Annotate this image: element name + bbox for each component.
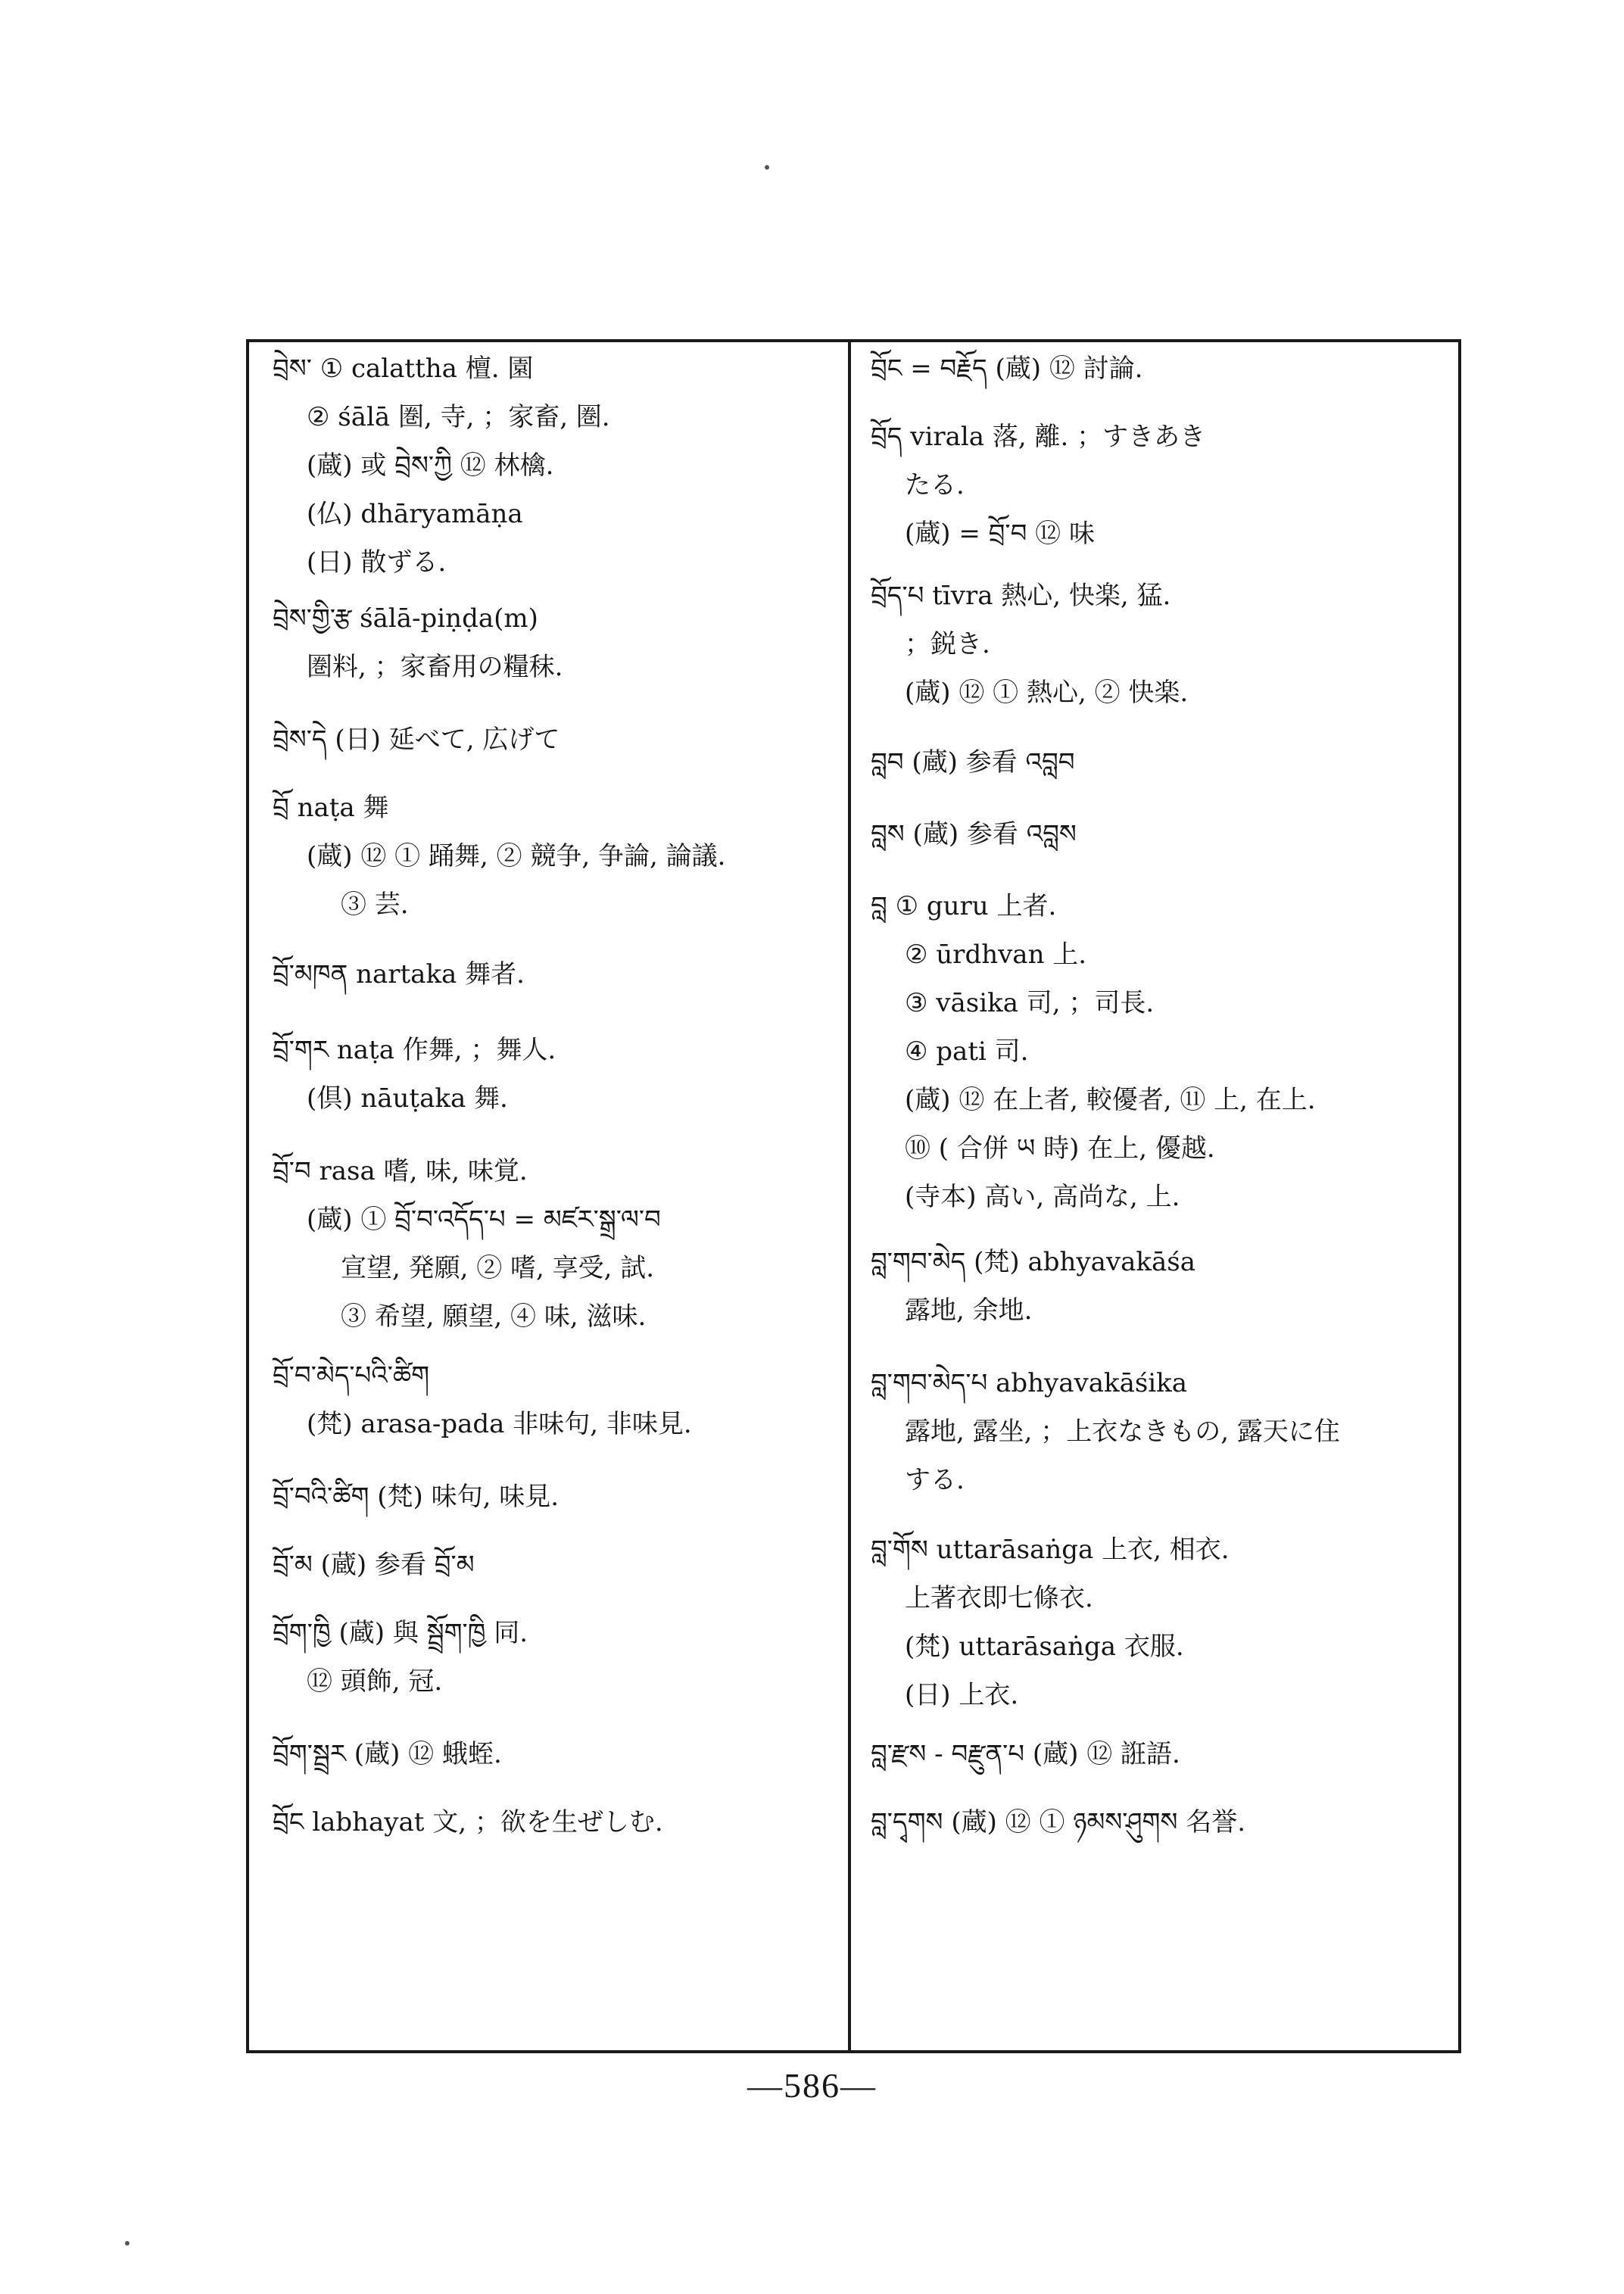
scan-speck — [765, 165, 769, 170]
entry-headword-line: བྲོ་བ་མེད་པའི་ཚིག — [273, 1361, 430, 1391]
entry-headword-line: བྲོང = བརྗོད (蔵) ⑫ 討論. — [871, 354, 1143, 384]
dictionary-entry — [273, 1541, 833, 1589]
dictionary-entry — [871, 738, 1446, 787]
entry-line: (仏) dhāryamāṇa — [307, 499, 523, 529]
dictionary-entry — [273, 1798, 833, 1847]
entry-headword-line: བྲོ་བ rasa 嗜, 味, 味覚. — [273, 1156, 528, 1186]
dictionary-entry — [871, 572, 1446, 717]
entry-line: (蔵) ⑫ ① 踊舞, ② 競争, 争論, 論議. — [307, 841, 726, 871]
dictionary-entry — [273, 1026, 833, 1123]
entry-headword-line: བླ་གབ་མེད (梵) abhyavakāśa — [871, 1247, 1195, 1277]
dictionary-entry — [273, 1147, 833, 1341]
entry-headword-line: བྲོ་མ (蔵) 参看 བྲོ་མ — [273, 1550, 475, 1580]
dictionary-entry — [273, 784, 833, 929]
entry-headword-line: བྲོ་བའི་ཚིག (梵) 味句, 味見. — [273, 1482, 559, 1512]
dictionary-entry — [273, 1730, 833, 1778]
dictionary-entry — [871, 1359, 1446, 1504]
entry-headword-line: བླབ (蔵) 参看 འབླབ — [871, 747, 1075, 778]
dictionary-entry — [273, 1609, 833, 1706]
entry-headword-line: བླས (蔵) 参看 འབླས — [871, 819, 1077, 849]
dictionary-entry — [273, 1351, 833, 1448]
dictionary-entry — [871, 1798, 1446, 1847]
entry-headword-line: བྲོག་སྦྲར (蔵) ⑫ 蛾蛭. — [273, 1739, 502, 1769]
entry-line: ；鋭き. — [905, 629, 990, 659]
entry-line: ② śālā 圏, 寺, ；家畜, 圏. — [307, 402, 610, 432]
dictionary-entry — [871, 413, 1446, 558]
entry-headword-line: བྲོ naṭa 舞 — [273, 793, 389, 823]
entry-line: ⑩ ( 合併 ཡ 時) 在上, 優越. — [905, 1133, 1215, 1164]
entry-headword-line: བྲོད་པ tīvra 熱心, 快楽, 猛. — [871, 581, 1171, 611]
entry-line: (蔵) ⑫ ① 熱心, ② 快楽. — [905, 678, 1189, 708]
dictionary-entry — [273, 950, 833, 999]
column-divider — [848, 341, 851, 2052]
entry-line: (蔵) = བྲོ་བ ⑫ 味 — [905, 519, 1095, 549]
entry-headword-line: བྲོག་ཁྱི (蔵) 與 སྦྲོག་ཁྱི 同. — [273, 1618, 528, 1648]
entry-line: ③ 芸. — [341, 890, 409, 920]
dictionary-entry — [871, 810, 1446, 859]
dictionary-entry — [273, 1473, 833, 1521]
entry-line: (倶) nāuṭaka 舞. — [307, 1083, 508, 1114]
entry-line: (蔵) 或 བྲེས་ཀྱི ⑫ 林檎. — [307, 450, 554, 481]
entry-line: ⑫ 頭飾, 冠. — [307, 1666, 443, 1697]
entry-line: 露地, 余地. — [905, 1295, 1033, 1326]
entry-line: (日) 散ずる. — [307, 547, 447, 578]
entry-line: 露地, 露坐, ；上衣なきもの, 露天に住 — [905, 1417, 1340, 1447]
entry-headword-line: བྲེས་ ① calattha 檀. 園 — [273, 354, 534, 384]
dictionary-entry — [871, 1526, 1446, 1719]
entry-headword-line: བྲོང labhayat 文, ；欲を生ぜしむ. — [273, 1807, 663, 1837]
dictionary-entry — [273, 594, 833, 691]
entry-line: 上著衣即七條衣. — [905, 1583, 1093, 1613]
entry-line: 圏料, ；家畜用の糧秣. — [307, 652, 563, 682]
entry-headword-line: བྲོ་གར naṭa 作舞, ；舞人. — [273, 1035, 556, 1065]
page-number: —586— — [747, 2066, 877, 2105]
dictionary-entry — [273, 715, 833, 764]
entry-line: ④ pati 司. — [905, 1036, 1029, 1067]
entry-line: ② ūrdhvan 上. — [905, 940, 1087, 970]
dictionary-entry — [273, 344, 833, 587]
entry-line: (蔵) ① བྲོ་བ་འདོད་པ = མཛར་སྒྲ་ལ་བ — [307, 1205, 661, 1235]
entry-headword-line: བྲོ་མཁན nartaka 舞者. — [273, 959, 525, 990]
entry-line: ③ 希望, 願望, ④ 味, 滋味. — [341, 1301, 647, 1332]
dictionary-entry — [871, 1730, 1446, 1778]
entry-line: (日) 上衣. — [905, 1680, 1019, 1710]
entry-headword-line: བླ་རྫས - བརྫུན་པ (蔵) ⑫ 誑語. — [871, 1739, 1180, 1769]
entry-line: (寺本) 高い, 高尚な, 上. — [905, 1182, 1180, 1212]
entry-line: ③ vāsika 司, ；司長. — [905, 988, 1155, 1018]
entry-headword-line: བྲེས་དེ (日) 延べて, 広げて — [273, 725, 560, 755]
entry-headword-line: བྲེས་གྱི་རྩ śālā-piṇḍa(m) — [273, 603, 538, 634]
entry-line: たる. — [905, 470, 965, 500]
entry-line: する. — [905, 1465, 965, 1495]
entry-headword-line: བླ་གབ་མེད་པ abhyavakāśika — [871, 1368, 1188, 1398]
entry-line: (梵) uttarāsaṅga 衣服. — [905, 1632, 1184, 1662]
entry-line: (梵) arasa-pada 非味句, 非味見. — [307, 1409, 692, 1439]
dictionary-entry — [871, 344, 1446, 393]
dictionary-entry — [871, 882, 1446, 1221]
entry-line: (蔵) ⑫ 在上者, 較優者, ⑪ 上, 在上. — [905, 1085, 1316, 1115]
dictionary-entry — [871, 1238, 1446, 1335]
entry-headword-line: བླ་གོས uttarāsaṅga 上衣, 相衣. — [871, 1535, 1230, 1565]
entry-headword-line: བླ ① guru 上者. — [871, 891, 1057, 921]
scan-speck — [125, 2241, 129, 2246]
entry-line: 宣望, 発願, ② 嗜, 享受, 試. — [341, 1253, 655, 1283]
entry-headword-line: བླ་དྭགས (蔵) ⑫ ① ཉམས་ཤུགས 名誉. — [871, 1807, 1246, 1837]
entry-headword-line: བྲོད virala 落, 離. ；すきあき — [871, 422, 1206, 452]
